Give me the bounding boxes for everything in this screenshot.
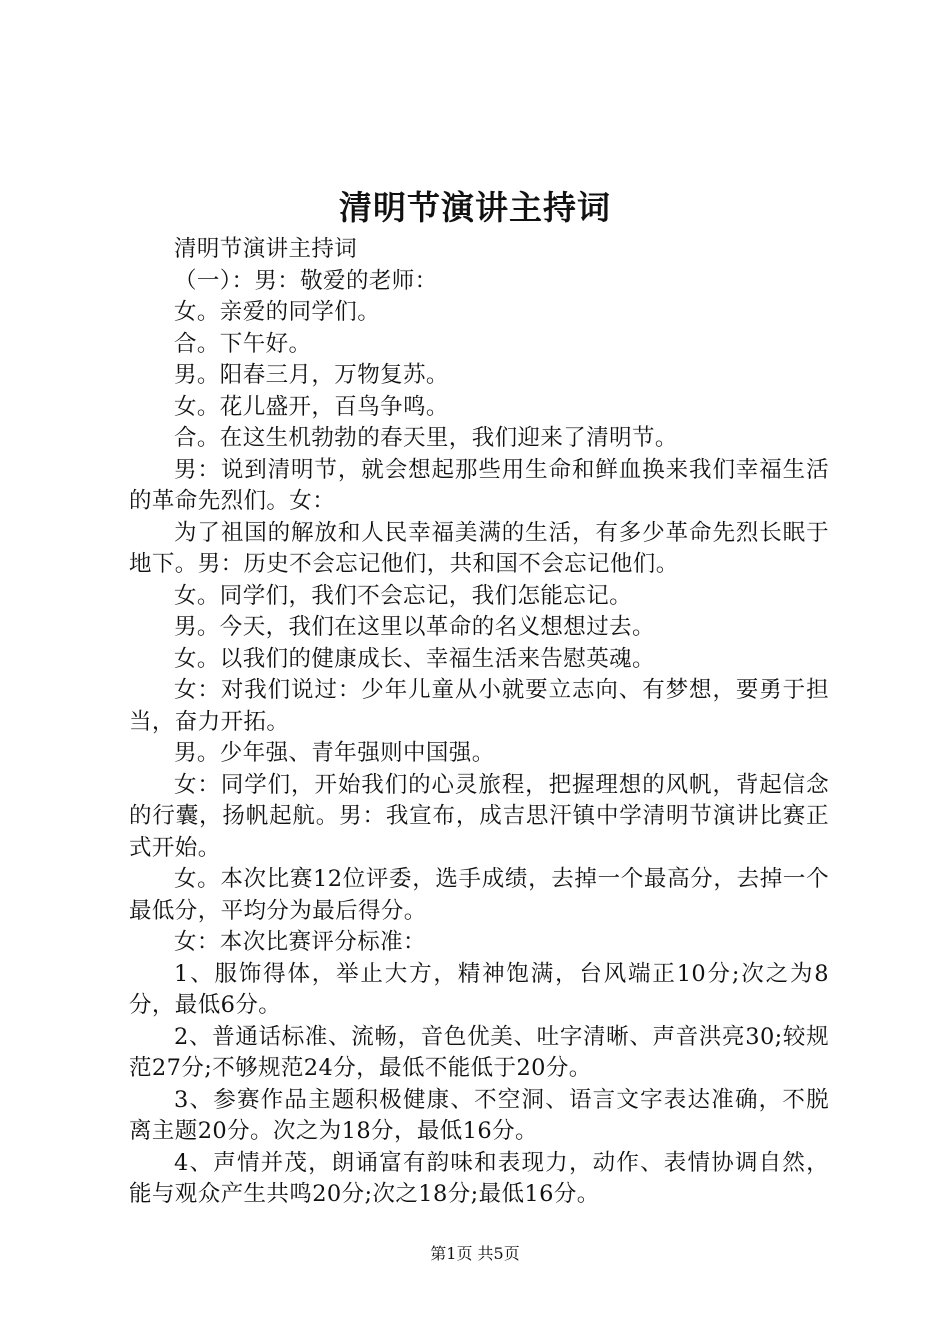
paragraph: 4、声情并茂，朗诵富有韵味和表现力，动作、表情协调自然，能与观众产生共鸣20分;次之18分;最低16分。 <box>129 1149 829 1207</box>
paragraph: 女。花儿盛开，百鸟争鸣。 <box>174 393 449 420</box>
document-title: 清明节演讲主持词 <box>339 188 611 227</box>
paragraph: 男。阳春三月，万物复苏。 <box>174 362 449 388</box>
paragraph: 女：同学们，开始我们的心灵旅程，把握理想的风帆，背起信念的行囊，扬帆起航。男：我宣布，成吉思汗镇中学清明节演讲比赛正式开始。 <box>129 771 829 861</box>
paragraph: 3、参赛作品主题积极健康、不空洞、语言文字表达准确，不脱离主题20分。次之为18分，最低16分。 <box>129 1086 829 1144</box>
document-body <box>129 234 829 1211</box>
paragraph: （一）：男：敬爱的老师： <box>174 267 438 294</box>
paragraph: 清明节演讲主持词 <box>174 236 358 262</box>
paragraph: 男。今天，我们在这里以革命的名义想想过去。 <box>174 614 655 640</box>
paragraph: 为了祖国的解放和人民幸福美满的生活，有多少革命先烈长眠于地下。男：历史不会忘记他们，共和国不会忘记他们。 <box>129 519 829 577</box>
paragraph: 女：对我们说过：少年儿童从小就要立志向、有梦想，要勇于担当，奋力开拓。 <box>129 677 829 735</box>
paragraph: 男。少年强、青年强则中国强。 <box>174 740 495 766</box>
paragraph: 女：本次比赛评分标准： <box>174 929 426 955</box>
paragraph: 1、服饰得体，举止大方，精神饱满，台风端正10分;次之为8分，最低6分。 <box>129 960 829 1018</box>
paragraph: 女。亲爱的同学们。 <box>174 299 381 325</box>
paragraph: 女。本次比赛12位评委，选手成绩，去掉一个最高分，去掉一个最低分，平均分为最后得分。 <box>129 866 829 924</box>
paragraph: 男：说到清明节，就会想起那些用生命和鲜血换来我们幸福生活的革命先烈们。女： <box>129 456 829 514</box>
paragraph: 女。同学们，我们不会忘记，我们怎能忘记。 <box>174 582 633 609</box>
paragraph: 女。以我们的健康成长、幸福生活来告慰英魂。 <box>174 645 655 672</box>
paragraph: 合。在这生机勃勃的春天里，我们迎来了清明节。 <box>174 425 678 451</box>
paragraph: 合。下午好。 <box>174 330 312 357</box>
page-number-footer: 第1页 共5页 <box>430 1244 520 1263</box>
paragraph: 2、普通话标准、流畅，音色优美、吐字清晰、声音洪亮30;较规范27分;不够规范24分，最低不能低于20分。 <box>129 1023 829 1081</box>
